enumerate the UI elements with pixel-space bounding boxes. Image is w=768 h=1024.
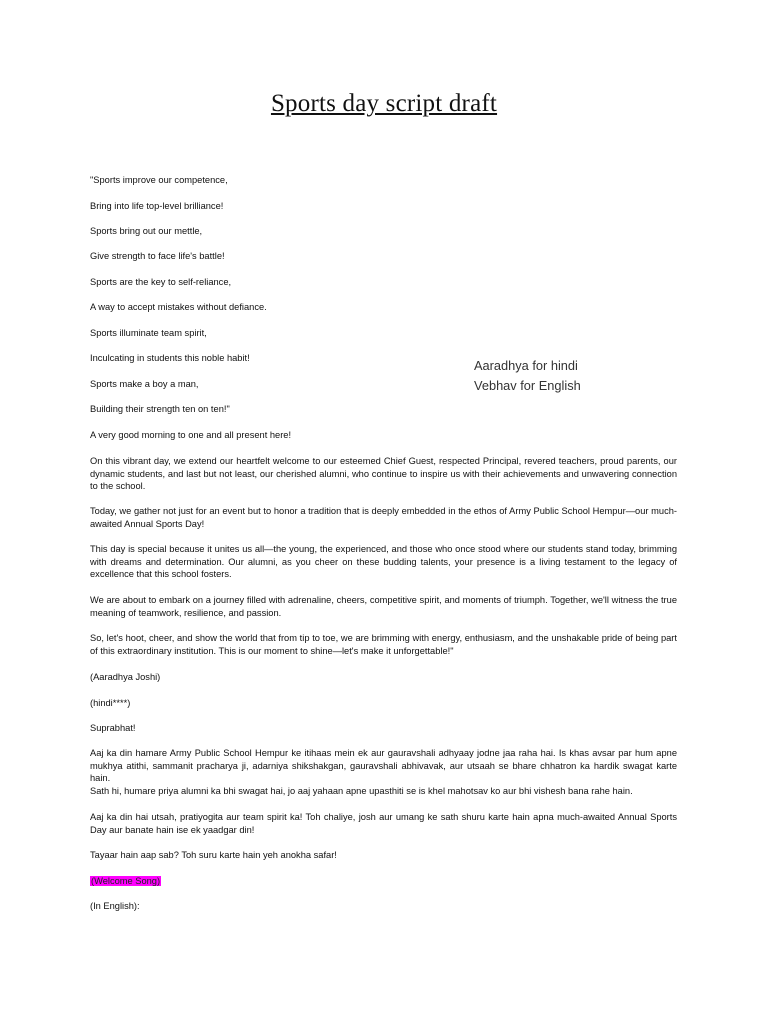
greeting: A very good morning to one and all present here! <box>90 430 292 440</box>
page-title: Sports day script draft <box>270 90 498 117</box>
welcome-song-cue <box>90 875 161 888</box>
poem-line-7: Sports illuminate team spirit, <box>90 328 207 338</box>
side-note-english: Vebhav for English <box>474 378 581 393</box>
poem-line-5: Sports are the key to self-reliance, <box>90 277 232 287</box>
suprabhat: Suprabhat! <box>90 723 136 733</box>
poem-line-2: Bring into life top-level brilliance! <box>90 201 224 211</box>
poem-line-6: A way to accept mistakes without defiance. <box>90 302 267 312</box>
poem-line-3: Sports bring out our mettle, <box>90 226 203 236</box>
poem-line-8: Inculcating in students this noble habit! <box>90 353 250 363</box>
highlighted-text: (Welcome Song) <box>91 876 161 886</box>
paragraph-cheer: So, let's hoot, cheer, and show the world that from tip to toe, we are brimming with energy, enthusiasm, and the unshakable pride of being part of this extraordinary institution. This is our moment to shine—let's make it unforgettable!" <box>90 633 677 656</box>
hindi-paragraph-1: Aaj ka din hamare Army Public School Hempur ke itihaas mein ek aur gauravshali adhyaay jodne jaa raha hai. Is khas avsar par hum apne mukhya atithi, sammanit pracharya ji, adarniya shikshakgan, gauravshali abhivavak, aur utsaah se bhare chhatron ka hardik swagat karte hain. <box>90 748 677 784</box>
paragraph-journey: We are about to embark on a journey filled with adrenaline, cheers, competitive spirit, and moments of triumph. Together, we'll witness the true meaning of teamwork, resilience, and passion. <box>90 595 677 618</box>
poem-line-1: "Sports improve our competence, <box>90 175 228 185</box>
paragraph-special-day: This day is special because it unites us all—the young, the experienced, and those who once stood where our students stand today, brimming with dreams and determination. Our alumni, as you cheer on these budding talents, your presence is a living testament to the legacy of excellence that this school fosters. <box>90 544 677 580</box>
poem-line-10: Building their strength ten on ten!" <box>90 404 230 414</box>
hindi-marker: (hindi****) <box>90 698 131 708</box>
speaker-name: (Aaradhya Joshi) <box>90 672 161 682</box>
side-note-hindi: Aaradhya for hindi <box>474 358 578 373</box>
closing-line: Tayaar hain aap sab? Toh suru karte hain yeh anokha safar! <box>90 850 337 860</box>
poem-line-4: Give strength to face life's battle! <box>90 251 225 261</box>
poem-line-9: Sports make a boy a man, <box>90 379 199 389</box>
hindi-paragraph-3: Aaj ka din hai utsah, pratiyogita aur team spirit ka! Toh chaliye, josh aur umang ke sath shuru karte hain apna much-awaited Annual Sports Day aur banate hain ise ek yaadgar din! <box>90 812 677 835</box>
in-english-cue: (In English): <box>90 901 140 911</box>
hindi-paragraph-2: Sath hi, humare priya alumni ka bhi swagat hai, jo aaj yahaan apne upasthiti se is khel mahotsav ko aur bhi vishesh bana rahe hain. <box>90 786 633 796</box>
paragraph-welcome: On this vibrant day, we extend our heartfelt welcome to our esteemed Chief Guest, respected Principal, revered teachers, proud parents, our dynamic students, and last but not least, our cherished alumni, who continue to inspire us with their achievements and unwavering connection to the school. <box>90 456 677 492</box>
paragraph-tradition: Today, we gather not just for an event but to honor a tradition that is deeply embedded in the ethos of Army Public School Hempur—our much-awaited Annual Sports Day! <box>90 506 677 529</box>
